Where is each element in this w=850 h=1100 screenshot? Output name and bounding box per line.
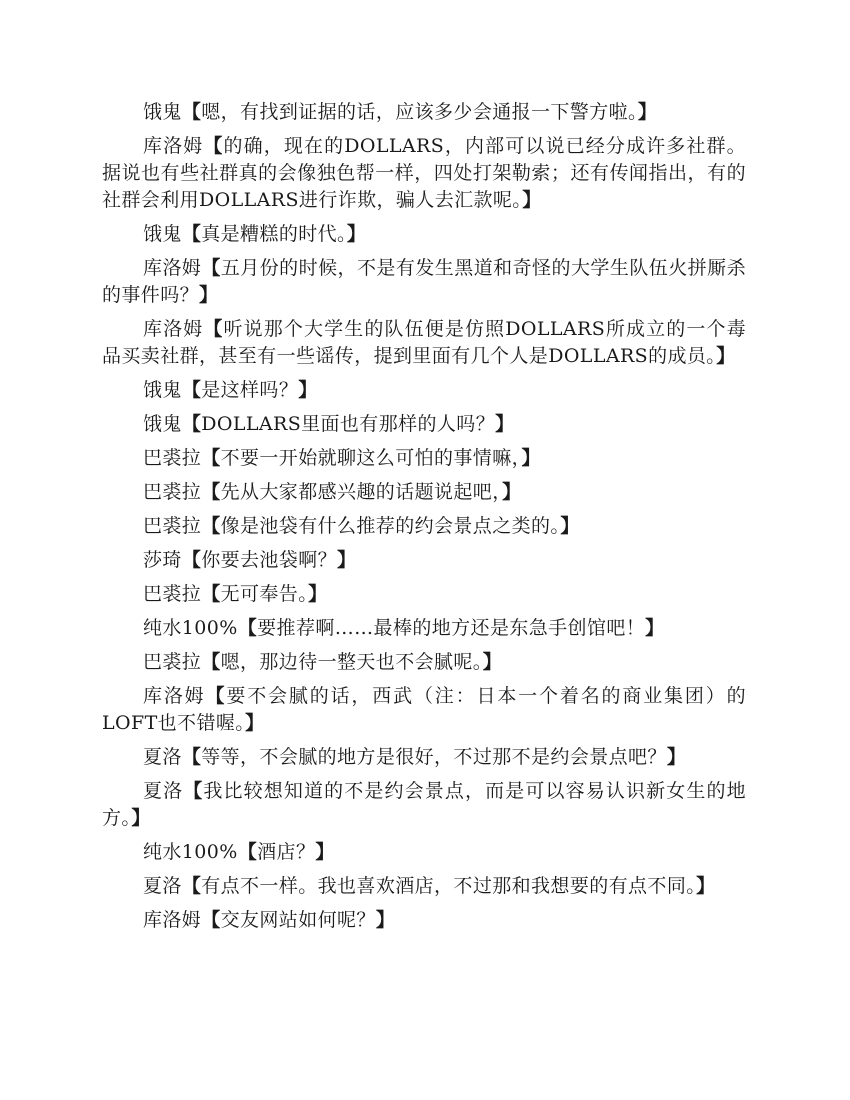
close-bracket: 】 [199, 284, 219, 306]
dialogue-line [102, 377, 746, 404]
open-bracket: 【 [203, 135, 224, 157]
dialogue-text: 真是糟糕的时代。 [201, 223, 347, 245]
dialogue-text: 嗯，有找到证据的话，应该多少会通报一下警方啦。 [201, 101, 638, 123]
dialogue-text: 听说那个大学生的队伍便是仿照DOLLARS所成立的一个毒品买卖社群，甚至有一些谣传，提到里面有几个人是DOLLARS的成员。 [102, 318, 746, 367]
open-bracket: 【 [201, 257, 221, 279]
dialogue-line [102, 873, 746, 900]
dialogue-line [102, 839, 746, 866]
close-bracket: 】 [522, 189, 542, 211]
open-bracket: 【 [201, 447, 221, 469]
close-bracket: 】 [637, 101, 658, 123]
dialogue-line [102, 907, 746, 934]
close-bracket: 】 [645, 617, 665, 639]
open-bracket: 【 [201, 909, 221, 931]
close-bracket: 】 [346, 223, 367, 245]
close-bracket: 】 [495, 413, 515, 435]
open-bracket: 【 [181, 413, 202, 435]
open-bracket: 【 [237, 841, 258, 863]
dialogue-text: 酒店？ [257, 841, 316, 863]
close-bracket: 】 [521, 447, 541, 469]
speaker-name: 巴裘拉 [143, 481, 202, 503]
speaker-name: 库洛姆 [143, 685, 206, 707]
speaker-name: 饿鬼 [143, 223, 182, 245]
close-bracket: 】 [337, 549, 357, 571]
speaker-name: 夏洛 [143, 780, 184, 802]
open-bracket: 【 [201, 515, 221, 537]
close-bracket: 】 [502, 481, 522, 503]
dialogue-line [102, 649, 746, 676]
speaker-name: 库洛姆 [143, 909, 202, 931]
dialogue-text: 你要去池袋啊？ [201, 549, 338, 571]
open-bracket: 【 [201, 481, 221, 503]
speaker-name: 饿鬼 [143, 413, 182, 435]
dialogue-line [102, 445, 746, 472]
speaker-name: 夏洛 [143, 746, 182, 768]
dialogue-line [102, 99, 746, 126]
open-bracket: 【 [181, 875, 202, 897]
open-bracket: 【 [201, 583, 221, 605]
dialogue-text: 无可奉告。 [220, 583, 309, 605]
close-bracket: 】 [560, 515, 580, 537]
speaker-name: 纯水100% [143, 841, 238, 863]
dialogue-text: 的确，现在的DOLLARS，内部可以说已经分成许多社群。据说也有些社群真的会像独色帮一样，四处打架勒索；还有传闻指出，有的社群会利用DOLLARS进行诈欺，骗人去汇款呢。 [102, 135, 746, 211]
open-bracket: 【 [205, 685, 227, 707]
close-bracket: 】 [666, 746, 687, 768]
dialogue-text: 像是池袋有什么推荐的约会景点之类的。 [220, 515, 561, 537]
open-bracket: 【 [181, 549, 202, 571]
dialogue-text: 先从大家都感兴趣的话题说起吧， [220, 481, 503, 503]
speaker-name: 饿鬼 [143, 101, 182, 123]
close-bracket: 】 [696, 875, 716, 897]
dialogue-text: 不要一开始就聊这么可怕的事情嘛， [220, 447, 522, 469]
speaker-name: 巴裘拉 [143, 651, 202, 673]
close-bracket: 】 [482, 651, 503, 673]
close-bracket: 】 [716, 345, 736, 367]
dialogue-line [102, 316, 746, 370]
document-page [102, 99, 746, 941]
dialogue-line [102, 581, 746, 608]
dialogue-line [102, 778, 746, 832]
speaker-name: 巴裘拉 [143, 515, 202, 537]
close-bracket: 】 [315, 841, 335, 863]
speaker-name: 夏洛 [143, 875, 182, 897]
speaker-name: 莎琦 [143, 549, 182, 571]
open-bracket: 【 [181, 101, 202, 123]
dialogue-line [102, 411, 746, 438]
dialogue-line [102, 479, 746, 506]
dialogue-line [102, 683, 746, 737]
open-bracket: 【 [237, 617, 258, 639]
close-bracket: 】 [298, 379, 318, 401]
close-bracket: 】 [245, 712, 265, 734]
dialogue-text: 交友网站如何呢？ [220, 909, 376, 931]
dialogue-line [102, 133, 746, 214]
open-bracket: 【 [181, 379, 202, 401]
speaker-name: 巴裘拉 [143, 447, 202, 469]
dialogue-text: 嗯，那边待一整天也不会腻呢。 [220, 651, 483, 673]
dialogue-text: 五月份的时候，不是有发生黑道和奇怪的大学生队伍火拼厮杀的事件吗？ [102, 257, 746, 306]
dialogue-line [102, 615, 746, 642]
open-bracket: 【 [203, 318, 224, 340]
dialogue-text: 要不会腻的话，西武（注：日本一个着名的商业集团）的LOFT也不错喔。 [102, 685, 746, 734]
speaker-name: 巴裘拉 [143, 583, 202, 605]
speaker-name: 库洛姆 [143, 135, 204, 157]
dialogue-line [102, 744, 746, 771]
dialogue-text: 有点不一样。我也喜欢酒店，不过那和我想要的有点不同。 [201, 875, 697, 897]
open-bracket: 【 [181, 223, 202, 245]
close-bracket: 】 [308, 583, 328, 605]
dialogue-text: 要推荐啊……最棒的地方还是东急手创馆吧！ [257, 617, 646, 639]
speaker-name: 纯水100% [143, 617, 238, 639]
dialogue-text: DOLLARS里面也有那样的人吗？ [201, 413, 496, 435]
dialogue-line [102, 221, 746, 248]
dialogue-text: 我比较想知道的不是约会景点，而是可以容易认识新女生的地方。 [102, 780, 746, 829]
close-bracket: 】 [131, 807, 151, 829]
dialogue-text: 是这样吗？ [201, 379, 299, 401]
speaker-name: 饿鬼 [143, 379, 182, 401]
open-bracket: 【 [201, 651, 221, 673]
dialogue-line [102, 255, 746, 309]
dialogue-text: 等等，不会腻的地方是很好，不过那不是约会景点吧？ [201, 746, 667, 768]
open-bracket: 【 [183, 780, 204, 802]
dialogue-line [102, 547, 746, 574]
speaker-name: 库洛姆 [143, 318, 204, 340]
dialogue-line [102, 513, 746, 540]
close-bracket: 】 [375, 909, 396, 931]
open-bracket: 【 [181, 746, 202, 768]
speaker-name: 库洛姆 [143, 257, 202, 279]
